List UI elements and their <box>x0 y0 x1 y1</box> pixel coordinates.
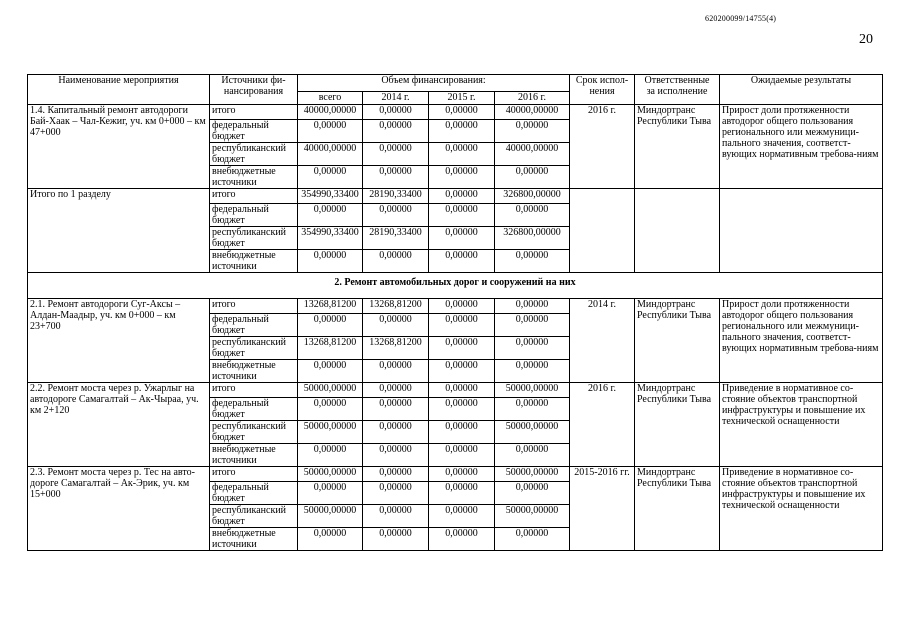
amount-cell: 13268,81200 <box>298 299 363 314</box>
amount-cell: 0,00000 <box>363 421 429 444</box>
header-sources: Источники фи- нансирования <box>210 75 298 105</box>
amount-cell: 0,00000 <box>495 398 570 421</box>
amount-cell: 0,00000 <box>429 120 495 143</box>
amount-cell: 0,00000 <box>429 250 495 273</box>
source-label-cell: федеральный бюджет <box>210 398 298 421</box>
amount-cell: 0,00000 <box>429 421 495 444</box>
amount-cell: 0,00000 <box>429 398 495 421</box>
event-name-cell: 2.2. Ремонт моста через р. Ужарлыг на автодороге Самагалтай – Ак-Чыраа, уч. км 2+120 <box>28 383 210 467</box>
amount-cell: 0,00000 <box>363 467 429 482</box>
amount-cell: 0,00000 <box>298 166 363 189</box>
source-label-cell: республиканский бюджет <box>210 337 298 360</box>
amount-cell: 0,00000 <box>363 250 429 273</box>
source-label-cell: внебюджетные источники <box>210 444 298 467</box>
financing-table <box>27 74 883 551</box>
amount-cell: 0,00000 <box>363 105 429 120</box>
amount-cell: 50000,00000 <box>298 505 363 528</box>
amount-cell: 0,00000 <box>363 398 429 421</box>
source-label-cell: республиканский бюджет <box>210 505 298 528</box>
amount-cell: 40000,00000 <box>298 143 363 166</box>
section-title: 2. Ремонт автомобильных дорог и сооружений на них <box>28 273 883 299</box>
header-2015: 2015 г. <box>429 92 495 105</box>
amount-cell: 0,00000 <box>363 204 429 227</box>
amount-cell: 0,00000 <box>495 360 570 383</box>
amount-cell: 0,00000 <box>363 143 429 166</box>
amount-cell: 50000,00000 <box>495 383 570 398</box>
amount-cell: 0,00000 <box>495 482 570 505</box>
amount-cell: 0,00000 <box>298 360 363 383</box>
amount-cell: 13268,81200 <box>363 299 429 314</box>
amount-cell: 0,00000 <box>495 120 570 143</box>
amount-cell: 0,00000 <box>429 314 495 337</box>
responsible-cell: Миндортранс Республики Тыва <box>635 299 720 383</box>
amount-cell: 0,00000 <box>363 482 429 505</box>
term-cell: 2014 г. <box>570 299 635 383</box>
header-term: Срок испол- нения <box>570 75 635 105</box>
amount-cell: 326800,00000 <box>495 189 570 204</box>
amount-cell: 0,00000 <box>363 528 429 551</box>
amount-cell: 40000,00000 <box>495 105 570 120</box>
amount-cell: 13268,81200 <box>298 337 363 360</box>
amount-cell: 40000,00000 <box>495 143 570 166</box>
amount-cell: 0,00000 <box>429 143 495 166</box>
amount-cell: 0,00000 <box>363 505 429 528</box>
table-row <box>28 383 883 398</box>
source-label-cell: федеральный бюджет <box>210 204 298 227</box>
responsible-cell: Миндортранс Республики Тыва <box>635 105 720 189</box>
amount-cell: 0,00000 <box>495 528 570 551</box>
header-2016: 2016 г. <box>495 92 570 105</box>
header-name: Наименование мероприятия <box>28 75 210 105</box>
amount-cell: 50000,00000 <box>495 505 570 528</box>
source-label-cell: внебюджетные источники <box>210 166 298 189</box>
source-label-cell: внебюджетные источники <box>210 250 298 273</box>
amount-cell: 0,00000 <box>429 505 495 528</box>
amount-cell: 0,00000 <box>298 250 363 273</box>
amount-cell: 0,00000 <box>495 166 570 189</box>
amount-cell: 0,00000 <box>429 227 495 250</box>
table-row <box>28 189 883 204</box>
amount-cell: 0,00000 <box>363 444 429 467</box>
responsible-cell: Миндортранс Республики Тыва <box>635 383 720 467</box>
amount-cell: 0,00000 <box>298 528 363 551</box>
event-name-cell: 1.4. Капитальный ремонт автодороги Бай-Хаак – Чал-Кежиг, уч. км 0+000 – км 47+000 <box>28 105 210 189</box>
amount-cell: 28190,33400 <box>363 227 429 250</box>
table-row <box>28 105 883 120</box>
amount-cell: 0,00000 <box>429 105 495 120</box>
term-cell: 2015-2016 гг. <box>570 467 635 551</box>
amount-cell: 13268,81200 <box>363 337 429 360</box>
results-cell: Приведение в нормативное со-стояние объектов транспортной инфраструктуры и повышение их технической оснащенности <box>720 467 883 551</box>
amount-cell: 0,00000 <box>429 482 495 505</box>
amount-cell: 0,00000 <box>363 383 429 398</box>
source-label-cell: федеральный бюджет <box>210 314 298 337</box>
amount-cell: 50000,00000 <box>298 421 363 444</box>
results-cell: Прирост доли протяженности автодорог общего пользования регионального или межмуници-пального значения, соответст-вующих нормативным требова-ниям <box>720 299 883 383</box>
amount-cell: 0,00000 <box>429 528 495 551</box>
amount-cell: 0,00000 <box>429 166 495 189</box>
term-cell <box>570 189 635 273</box>
term-cell: 2016 г. <box>570 105 635 189</box>
amount-cell: 0,00000 <box>429 360 495 383</box>
source-label-cell: итого <box>210 467 298 482</box>
amount-cell: 0,00000 <box>495 444 570 467</box>
page-number: 20 <box>859 32 873 47</box>
amount-cell: 0,00000 <box>429 299 495 314</box>
results-cell: Прирост доли протяженности автодорог общего пользования регионального или межмуници-пального значения, соответст-вующих нормативным требова-ниям <box>720 105 883 189</box>
amount-cell: 50000,00000 <box>495 467 570 482</box>
header-2014: 2014 г. <box>363 92 429 105</box>
amount-cell: 0,00000 <box>429 204 495 227</box>
section-row <box>28 273 883 299</box>
source-label-cell: федеральный бюджет <box>210 120 298 143</box>
amount-cell: 40000,00000 <box>298 105 363 120</box>
amount-cell: 0,00000 <box>429 383 495 398</box>
header-volume: Объем финансирования: <box>298 75 570 92</box>
amount-cell: 0,00000 <box>363 360 429 383</box>
amount-cell: 50000,00000 <box>298 467 363 482</box>
amount-cell: 0,00000 <box>298 120 363 143</box>
amount-cell: 354990,33400 <box>298 227 363 250</box>
source-label-cell: внебюджетные источники <box>210 360 298 383</box>
header-total: всего <box>298 92 363 105</box>
amount-cell: 326800,00000 <box>495 227 570 250</box>
document-id: 620200099/14755(4) <box>705 14 777 23</box>
amount-cell: 50000,00000 <box>495 421 570 444</box>
header-responsible: Ответственные за исполнение <box>635 75 720 105</box>
amount-cell: 0,00000 <box>298 204 363 227</box>
amount-cell: 0,00000 <box>495 299 570 314</box>
table-row <box>28 467 883 482</box>
amount-cell: 0,00000 <box>495 250 570 273</box>
source-label-cell: внебюджетные источники <box>210 528 298 551</box>
amount-cell: 0,00000 <box>363 314 429 337</box>
source-label-cell: итого <box>210 189 298 204</box>
amount-cell: 0,00000 <box>495 314 570 337</box>
source-label-cell: федеральный бюджет <box>210 482 298 505</box>
event-name-cell: 2.3. Ремонт моста через р. Тес на авто-дороге Самагалтай – Ак-Эрик, уч. км 15+000 <box>28 467 210 551</box>
amount-cell: 0,00000 <box>298 314 363 337</box>
source-label-cell: республиканский бюджет <box>210 143 298 166</box>
amount-cell: 0,00000 <box>495 204 570 227</box>
amount-cell: 0,00000 <box>495 337 570 360</box>
amount-cell: 0,00000 <box>429 467 495 482</box>
source-label-cell: республиканский бюджет <box>210 227 298 250</box>
amount-cell: 0,00000 <box>298 398 363 421</box>
amount-cell: 0,00000 <box>363 166 429 189</box>
amount-cell: 0,00000 <box>298 482 363 505</box>
header-results: Ожидаемые результаты <box>720 75 883 105</box>
amount-cell: 354990,33400 <box>298 189 363 204</box>
amount-cell: 0,00000 <box>429 337 495 360</box>
amount-cell: 0,00000 <box>363 120 429 143</box>
amount-cell: 50000,00000 <box>298 383 363 398</box>
source-label-cell: республиканский бюджет <box>210 421 298 444</box>
results-cell: Приведение в нормативное со-стояние объектов транспортной инфраструктуры и повышение их технической оснащенности <box>720 383 883 467</box>
responsible-cell <box>635 189 720 273</box>
source-label-cell: итого <box>210 105 298 120</box>
amount-cell: 0,00000 <box>429 444 495 467</box>
responsible-cell: Миндортранс Республики Тыва <box>635 467 720 551</box>
source-label-cell: итого <box>210 383 298 398</box>
amount-cell: 0,00000 <box>429 189 495 204</box>
amount-cell: 28190,33400 <box>363 189 429 204</box>
term-cell: 2016 г. <box>570 383 635 467</box>
table-body <box>28 105 883 551</box>
amount-cell: 0,00000 <box>298 444 363 467</box>
event-name-cell: Итого по 1 разделу <box>28 189 210 273</box>
table-row <box>28 299 883 314</box>
source-label-cell: итого <box>210 299 298 314</box>
results-cell <box>720 189 883 273</box>
event-name-cell: 2.1. Ремонт автодороги Суг-Аксы – Алдан-Маадыр, уч. км 0+000 – км 23+700 <box>28 299 210 383</box>
